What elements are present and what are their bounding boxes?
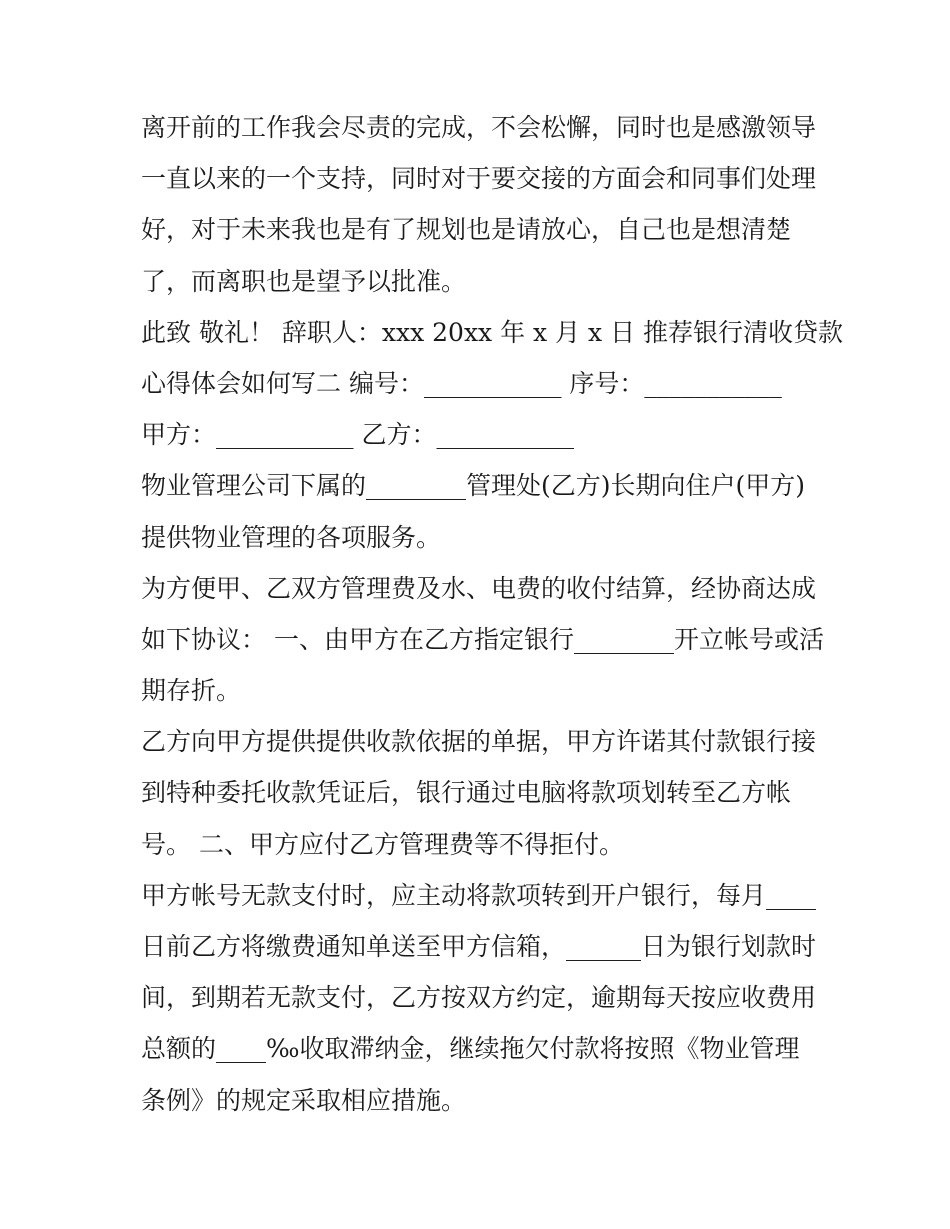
text-line: 总额的____‰收取滞纳金，继续拖欠付款将按照《物业管理 [141, 1034, 800, 1064]
text-line: 号。 二、甲方应付乙方管理费等不得拒付。 [141, 829, 624, 859]
text-line: 此致 敬礼！ 辞职人：xxx 20xx 年 x 月 x 日 推荐银行清收贷款 [141, 317, 844, 347]
document-body [141, 102, 844, 1126]
text-line: 为方便甲、乙双方管理费及水、电费的收付结算，经协商达成 [141, 573, 817, 603]
text-line: 心得体会如何写二 编号：___________ 序号：___________ [141, 368, 782, 398]
text-line: 乙方向甲方提供提供收款依据的单据，甲方许诺其付款银行接 [141, 727, 817, 757]
text-line: 甲方帐号无款支付时，应主动将款项转到开户银行，每月____ [141, 880, 817, 910]
text-line: 如下协议： 一、由甲方在乙方指定银行________开立帐号或活 [141, 624, 824, 654]
text-line: 一直以来的一个支持，同时对于要交接的方面会和同事们处理 [141, 164, 817, 194]
text-line: 日前乙方将缴费通知单送至甲方信箱，______日为银行划款时 [141, 932, 817, 961]
text-line: 物业管理公司下属的________管理处(乙方)长期向住户(甲方) [141, 471, 806, 501]
text-line: 条例》的规定采取相应措施。 [141, 1085, 467, 1115]
text-line: 期存折。 [141, 676, 242, 706]
text-line: 提供物业管理的各项服务。 [141, 522, 442, 552]
text-line: 好，对于未来我也是有了规划也是请放心，自己也是想清楚 [141, 215, 792, 245]
text-line: 间，到期若无款支付，乙方按双方约定，逾期每天按应收费用 [141, 983, 817, 1013]
text-line: 到特种委托收款凭证后，银行通过电脑将款项划转至乙方帐 [141, 778, 792, 808]
text-line: 离开前的工作我会尽责的完成，不会松懈，同时也是感激领导 [141, 113, 817, 142]
text-line: 了，而离职也是望予以批准。 [141, 266, 467, 296]
text-line: 甲方：___________ 乙方：___________ [141, 420, 574, 450]
